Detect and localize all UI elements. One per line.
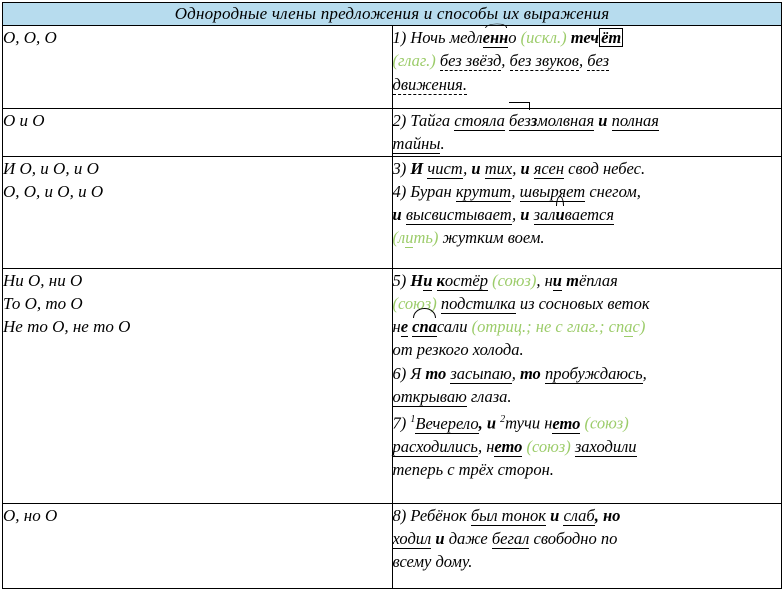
note-part: с) [632, 317, 646, 337]
word: движения. [392, 74, 467, 94]
word-part: н [392, 317, 401, 337]
word: засыпаю [450, 363, 512, 383]
word [566, 271, 618, 290]
grammar-note [472, 317, 646, 337]
word: заходили [574, 437, 637, 457]
scheme-line: Не то О, не то О [3, 316, 131, 336]
conjunction: и [598, 111, 608, 130]
word: Вечерело [415, 413, 479, 433]
word-part: а [428, 317, 437, 337]
word-part: т [566, 270, 579, 290]
note-part: ть) [413, 228, 439, 248]
grammar-note: (союз) [492, 270, 537, 290]
word: без звуков [509, 51, 579, 71]
example-number: 1) [392, 28, 407, 47]
example-line [393, 269, 782, 292]
ending-box: ёт [601, 28, 622, 47]
particle-ni [410, 271, 432, 291]
conjunction: то [425, 363, 447, 383]
grammar-note: (союз) [392, 293, 437, 313]
scheme-line: Ни О, ни О [3, 270, 83, 290]
word: подстилка [440, 293, 516, 313]
word: жутким воем. [442, 228, 545, 248]
example-line [393, 315, 782, 338]
particle-ni [545, 271, 562, 291]
scheme-cell-1 [3, 26, 393, 109]
conjunction: И [410, 158, 424, 178]
word-part: сали [436, 317, 468, 337]
scheme-line: О, но О [3, 505, 58, 525]
grammar-note: (искл.) [520, 28, 567, 47]
word-part: е [552, 413, 560, 433]
punct: , [463, 158, 468, 178]
example-cell-2 [392, 109, 782, 157]
punct: , [512, 158, 517, 178]
word: Ребёнок [410, 505, 467, 525]
word: Тайга [410, 111, 451, 130]
example-line [393, 550, 782, 573]
grammar-table-page [0, 2, 784, 603]
root-mark: и [555, 203, 564, 226]
example-cell-4 [392, 268, 782, 503]
conjunction: и [520, 205, 530, 225]
word: свод небес. [568, 158, 646, 178]
suffix-mark [483, 26, 509, 49]
word: глаза. [470, 387, 512, 407]
scheme-cell-2 [3, 109, 393, 157]
scheme-cell-3 [3, 156, 393, 268]
word-part: зал [533, 205, 556, 225]
word-part: ёплая [578, 270, 618, 290]
example-line [393, 26, 782, 49]
negation [393, 317, 409, 337]
example-cell-5 [392, 503, 782, 588]
word: Ночь [410, 28, 446, 47]
word-part: и [423, 270, 433, 290]
word: ясен [533, 158, 565, 178]
conjunction: и [435, 528, 445, 548]
word-bezmolvnaya [509, 111, 594, 131]
word: Я [410, 363, 422, 383]
word: без звёзд [439, 51, 502, 71]
example-number: 4) [392, 181, 407, 201]
word-part: сп [412, 317, 429, 337]
word: даже [448, 528, 488, 548]
scheme-line: О, О, и О, и О [3, 181, 104, 201]
scheme-cell-4 [3, 268, 393, 503]
word-part: з [530, 111, 538, 130]
word: всему дому. [392, 552, 473, 572]
word: открываю [392, 387, 467, 407]
grammar-note [393, 228, 439, 248]
example-line [393, 157, 782, 180]
word-part: остёр [444, 270, 488, 290]
grammar-note: (глаг.) [392, 51, 436, 71]
conjunction: и [392, 205, 402, 225]
punct: . [440, 134, 445, 154]
word: стояла [454, 111, 505, 130]
root-mark [412, 315, 437, 338]
word-part: вается [564, 205, 614, 225]
example-line [393, 527, 782, 550]
word-part: медл [449, 28, 483, 47]
scheme-cell-5 [3, 503, 393, 588]
example-line [393, 73, 782, 96]
conjunction: и [486, 413, 497, 433]
grammar-note: (союз) [526, 437, 571, 457]
word: от резкого холода. [392, 340, 524, 360]
word-part: к [436, 270, 445, 290]
grammar-note: (союз) [584, 413, 629, 433]
word-spasali [412, 317, 467, 336]
word-part: и [552, 270, 562, 290]
word-part: н [544, 413, 553, 433]
scheme-line: О, О, О [3, 28, 57, 47]
note-part: (л [392, 228, 406, 248]
word: швыряет [519, 181, 586, 201]
word-medlenno [450, 28, 517, 47]
conjunction-ne-to [544, 414, 580, 434]
word-part: то [559, 413, 581, 433]
scheme-line: То О, то О [3, 293, 83, 313]
word-part: молвная [537, 111, 595, 130]
word: высвистывает [405, 205, 513, 225]
word: был тонок [470, 505, 546, 525]
word-part: е [482, 28, 490, 47]
example-number: 3) [392, 158, 407, 178]
word-part: без [509, 111, 531, 130]
prefix-mark [509, 109, 531, 132]
punct: , [512, 205, 517, 225]
conjunction: и [471, 158, 481, 178]
punct: , [511, 181, 516, 201]
clause-number: 2 [500, 414, 506, 426]
table-row [3, 503, 782, 588]
word-part: е [400, 317, 409, 337]
word-zalivaetsya [534, 205, 614, 225]
word: пробуждаюсь [544, 363, 643, 383]
word: из сосновых веток [519, 293, 650, 313]
scheme-line: И О, и О, и О [3, 158, 99, 178]
table-row [3, 109, 782, 157]
example-line [393, 408, 782, 435]
word: теч [570, 28, 600, 47]
conjunction: и [550, 505, 560, 525]
word: свободно по [533, 528, 618, 548]
example-number: 2) [392, 111, 407, 130]
word: чист [427, 158, 464, 178]
word: бегал [491, 528, 530, 548]
example-number: 7) [392, 413, 407, 433]
example-line [393, 385, 782, 408]
example-line [393, 458, 782, 481]
word: Буран [410, 181, 452, 201]
grammar-table [2, 2, 782, 589]
table-row [3, 268, 782, 503]
example-number: 8) [392, 505, 407, 525]
example-line [393, 109, 782, 132]
page-title: Однородные члены предложения и способы их выражения [3, 3, 782, 26]
word: расходились [392, 437, 478, 457]
word-part: о [508, 28, 517, 47]
word-part: нн [489, 28, 509, 47]
punct: , [478, 413, 483, 433]
example-line [393, 362, 782, 385]
example-number: 5) [392, 270, 407, 290]
example-line [393, 292, 782, 315]
conjunction: но [602, 505, 621, 525]
note-part: а [624, 317, 633, 337]
example-cell-1 [392, 26, 782, 109]
example-line [393, 504, 782, 527]
example-number: 6) [392, 363, 407, 383]
conjunction: то [519, 363, 541, 383]
punct: , [594, 505, 599, 525]
example-line: (глаг.) без звёзд, без звуков, без [392, 51, 610, 71]
punct: , [511, 363, 516, 383]
word: тайны [392, 134, 441, 154]
example-line [393, 203, 782, 226]
table-row [3, 156, 782, 268]
word: крутит [455, 181, 512, 201]
note-part: и [405, 228, 414, 248]
word: ходил [392, 528, 432, 548]
punct: , [536, 270, 541, 290]
word-part: то [501, 437, 523, 457]
table-title-row [3, 3, 782, 26]
conjunction: и [520, 158, 530, 178]
example-line [393, 180, 782, 203]
word: тих [484, 158, 513, 178]
word-part: Н [410, 270, 424, 290]
punct: , [477, 437, 483, 457]
example-line [393, 435, 782, 458]
word: теперь с трёх сторон. [392, 460, 554, 480]
conjunction-ne-to [486, 437, 522, 457]
word: без [587, 51, 610, 71]
word-part: н [544, 270, 553, 290]
table-row [3, 26, 782, 109]
word: полная [611, 111, 659, 130]
example-line [393, 132, 782, 155]
note-part: (отриц.; не с глаг.; сп [471, 317, 625, 337]
example-cell-3 [392, 156, 782, 268]
clause-number: 1 [410, 414, 416, 426]
word: тучи [505, 413, 541, 433]
word: слаб [563, 505, 595, 525]
word-part: е [494, 437, 502, 457]
word: снегом, [589, 181, 641, 201]
example-line [393, 226, 782, 249]
word [437, 271, 488, 291]
punct: , [642, 363, 647, 383]
example-line [393, 338, 782, 361]
word-part: н [486, 437, 495, 457]
scheme-line: О и О [3, 111, 45, 130]
